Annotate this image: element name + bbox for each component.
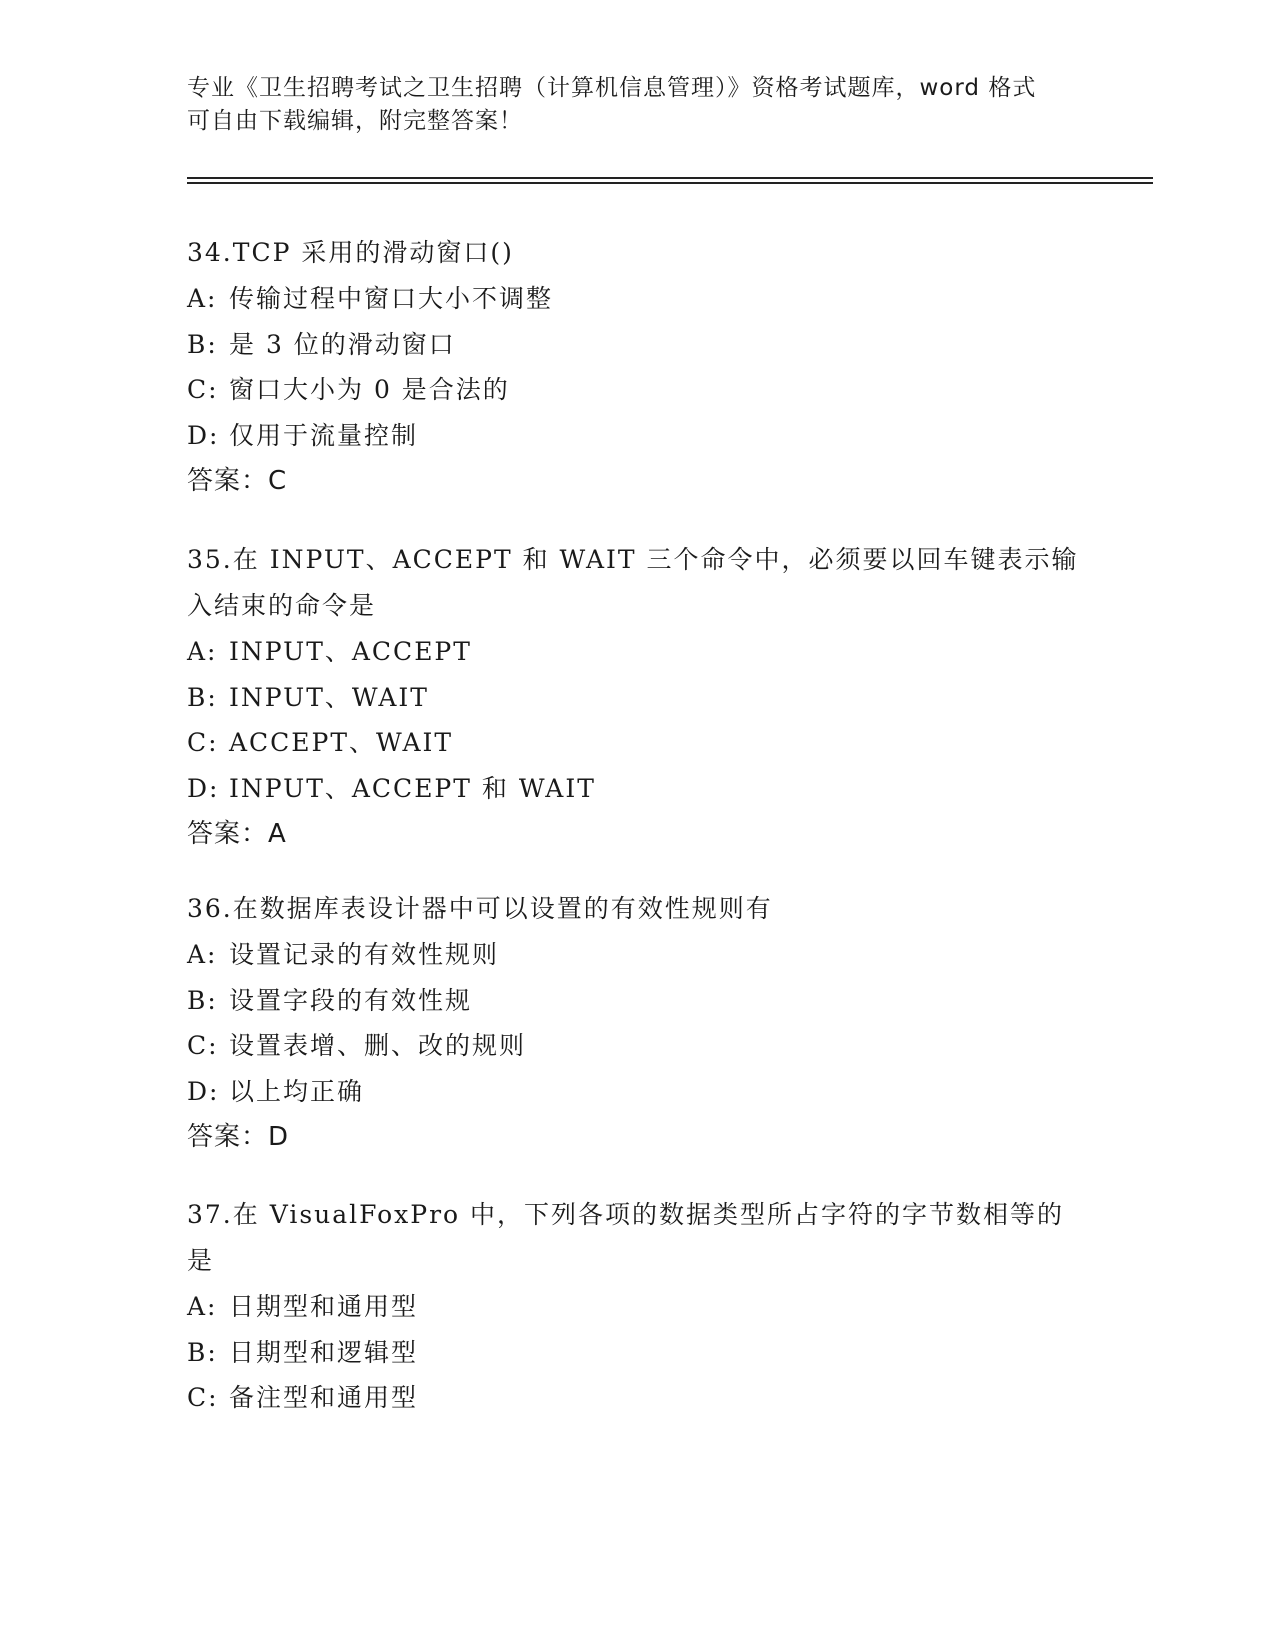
- document-header: [187, 72, 1087, 138]
- option-text: 设置字段的有效性规: [229, 985, 473, 1015]
- answer-value: A: [268, 819, 287, 849]
- question-number: 36.: [187, 894, 233, 923]
- option-c: [187, 367, 1087, 413]
- option-letter: A:: [187, 637, 218, 666]
- option-letter: C:: [187, 728, 219, 757]
- option-letter: D:: [187, 1076, 220, 1106]
- header-divider-bottom: [187, 182, 1153, 184]
- option-text: 以上均正确: [229, 1076, 365, 1106]
- answer-value: C: [268, 466, 288, 496]
- option-a: [187, 1284, 1087, 1330]
- answer-label: 答案：: [187, 1122, 269, 1152]
- question-stem: 在数据库表设计器中可以设置的有效性规则有: [232, 894, 773, 923]
- option-text: 日期型和通用型: [229, 1292, 419, 1321]
- option-c: [187, 1375, 1087, 1421]
- option-letter: C:: [187, 375, 219, 404]
- option-text: INPUT、WAIT: [229, 682, 429, 712]
- question-37: [187, 1192, 1087, 1421]
- option-letter: B:: [187, 1337, 218, 1367]
- option-c: [187, 1023, 1087, 1069]
- question-number: 35.: [187, 545, 233, 574]
- question-34: [187, 230, 1087, 504]
- question-number: 34.: [187, 238, 233, 267]
- question-35: [187, 537, 1087, 857]
- option-letter: C:: [187, 1031, 219, 1060]
- header-line-1: 专业《卫生招聘考试之卫生招聘（计算机信息管理）》资格考试题库，word 格式: [187, 75, 1037, 101]
- option-text: 是 3 位的滑动窗口: [229, 329, 456, 359]
- question-36: [187, 886, 1087, 1160]
- question-text: [187, 537, 1087, 629]
- option-a: [187, 932, 1087, 978]
- option-letter: A:: [187, 940, 218, 969]
- question-text: [187, 230, 1087, 276]
- answer-label: 答案：: [187, 466, 269, 496]
- option-text: 日期型和逻辑型: [229, 1337, 419, 1367]
- option-text: 传输过程中窗口大小不调整: [229, 284, 554, 313]
- answer-label: 答案：: [187, 819, 269, 849]
- answer-line: [187, 811, 1087, 857]
- header-line-2: 可自由下载编辑，附完整答案！: [187, 108, 523, 134]
- option-c: [187, 720, 1087, 766]
- option-text: 备注型和通用型: [229, 1383, 419, 1412]
- option-text: 窗口大小为 0 是合法的: [229, 375, 510, 404]
- option-d: [187, 1069, 1087, 1115]
- answer-line: [187, 1114, 1087, 1160]
- option-text: 设置记录的有效性规则: [229, 940, 500, 969]
- option-b: [187, 675, 1087, 721]
- question-text: [187, 1192, 1087, 1284]
- option-a: [187, 276, 1087, 322]
- option-letter: D:: [187, 773, 220, 803]
- option-b: [187, 322, 1087, 368]
- option-letter: A:: [187, 1292, 218, 1321]
- option-letter: B:: [187, 329, 218, 359]
- option-a: [187, 629, 1087, 675]
- question-stem: 在 VisualFoxPro 中，下列各项的数据类型所占字符的字节数相等的是: [187, 1200, 1065, 1275]
- option-letter: C:: [187, 1383, 219, 1412]
- question-stem: TCP 采用的滑动窗口(): [232, 238, 514, 267]
- question-text: [187, 886, 1087, 932]
- question-number: 37.: [187, 1200, 233, 1229]
- answer-line: [187, 458, 1087, 504]
- option-letter: B:: [187, 682, 218, 712]
- answer-value: D: [268, 1122, 290, 1152]
- option-d: [187, 766, 1087, 812]
- option-letter: D:: [187, 420, 220, 450]
- option-b: [187, 1330, 1087, 1376]
- option-letter: A:: [187, 284, 218, 313]
- question-stem: 在 INPUT、ACCEPT 和 WAIT 三个命令中，必须要以回车键表示输入结束的命令是: [187, 545, 1079, 620]
- option-d: [187, 413, 1087, 459]
- option-b: [187, 978, 1087, 1024]
- option-text: ACCEPT、WAIT: [229, 728, 454, 757]
- option-text: 设置表增、删、改的规则: [229, 1031, 527, 1060]
- option-text: INPUT、ACCEPT 和 WAIT: [229, 773, 596, 803]
- header-divider-top: [187, 177, 1153, 179]
- option-text: 仅用于流量控制: [229, 420, 419, 450]
- option-letter: B:: [187, 985, 218, 1015]
- option-text: INPUT、ACCEPT: [229, 637, 472, 666]
